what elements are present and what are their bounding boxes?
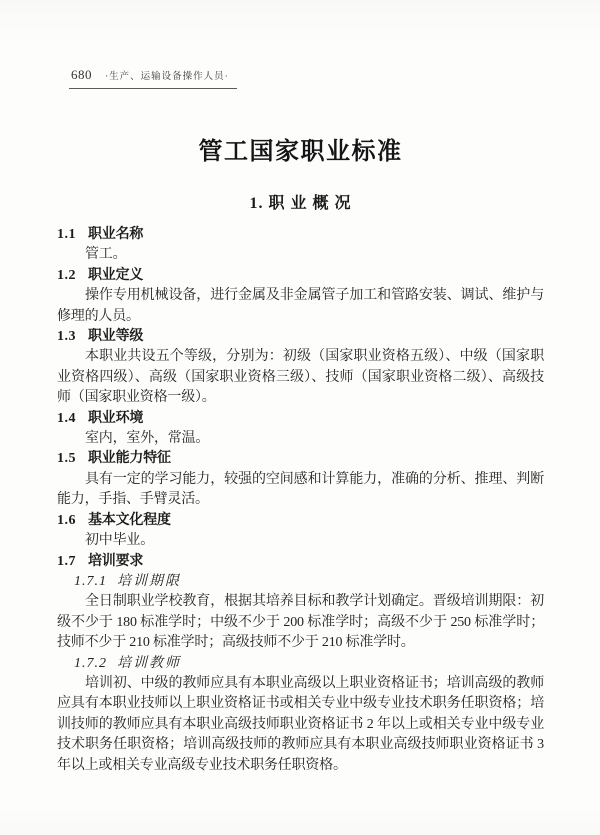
section-heading-1-1 (57, 225, 544, 245)
section-heading-1-7 (57, 552, 544, 572)
subsection-heading-1-7-1 (57, 572, 544, 592)
chapter-heading: 1. 职 业 概 况 (249, 195, 352, 212)
section-heading-label: 职业定义 (88, 267, 144, 283)
section-heading-1-6 (57, 511, 544, 531)
page-number: 680 (71, 67, 92, 82)
section-heading-1-3 (57, 327, 544, 347)
section-heading-label: 职业能力特征 (88, 451, 171, 467)
section-body-1-5: 具有一定的学习能力，较强的空间感和计算能力，准确的分析、推理、判断能力，手指、手臂灵活。 (57, 471, 544, 508)
section-number: 1.4 (57, 410, 76, 426)
section-number: 1.2 (57, 267, 76, 283)
subsection-body-1-7-2: 培训初、中级的教师应具有本职业高级以上职业资格证书；培训高级的教师应具有本职业技师以上职业资格证书或相关专业中级专业技术职务任职资格；培训技师的教师应具有本职业高级技师职业资格证书 2 年以上或相关专业中级专业技术职务任职资格；培训高级技师的教师应具有本职业高级技师职业资格证书 3 年以上或相关专业高级专业技术职务任职资格。 (57, 675, 544, 773)
section-number: 1.5 (57, 451, 76, 467)
section-body-1-2: 操作专用机械设备，进行金属及非金属管子加工和管路安装、调试、维护与修理的人员。 (57, 288, 544, 324)
section-heading-1-2 (57, 266, 544, 286)
section-number: 1.7 (57, 553, 76, 569)
section-heading-label: 基本文化程度 (88, 512, 171, 528)
subsection-heading-1-7-2 (57, 654, 544, 674)
section-heading-label: 职业环境 (88, 410, 144, 426)
section-body-1-1: 管工。 (85, 247, 127, 263)
section-number: 1.1 (57, 227, 76, 242)
subsection-heading-label: 培训教师 (117, 655, 181, 671)
section-heading-label: 职业等级 (88, 329, 144, 345)
subsection-number: 1.7.1 (74, 573, 107, 589)
section-number: 1.3 (57, 329, 76, 345)
subsection-heading-label: 培训期限 (117, 573, 181, 589)
document-body (57, 225, 544, 776)
section-heading-1-4 (57, 409, 544, 429)
section-number: 1.6 (57, 512, 76, 528)
document-title: 管工国家职业标准 (198, 139, 403, 165)
running-header (69, 66, 237, 89)
subsection-number: 1.7.2 (74, 655, 107, 671)
section-heading-label: 培训要求 (88, 553, 144, 569)
subsection-body-1-7-1: 全日制职业学校教育，根据其培养目标和教学计划确定。晋级培训期限：初级不少于 180 标准学时；中级不少于 200 标准学时；高级不少于 250 标准学时；技师不少于 210 标准学时；高级技师不少于 210 标准学时。 (57, 594, 544, 651)
section-body-1-6: 初中毕业。 (85, 533, 154, 549)
section-heading-1-5 (57, 449, 544, 469)
running-header-text: ·生产、运输设备操作人员· (105, 72, 229, 82)
section-body-1-4: 室内，室外，常温。 (85, 431, 210, 447)
section-body-1-3: 本职业共设五个等级，分别为：初级（国家职业资格五级）、中级（国家职业资格四级）、高级（国家职业资格三级）、技师（国家职业资格二级）、高级技师（国家职业资格一级）。 (57, 349, 544, 406)
section-heading-label: 职业名称 (88, 227, 144, 242)
